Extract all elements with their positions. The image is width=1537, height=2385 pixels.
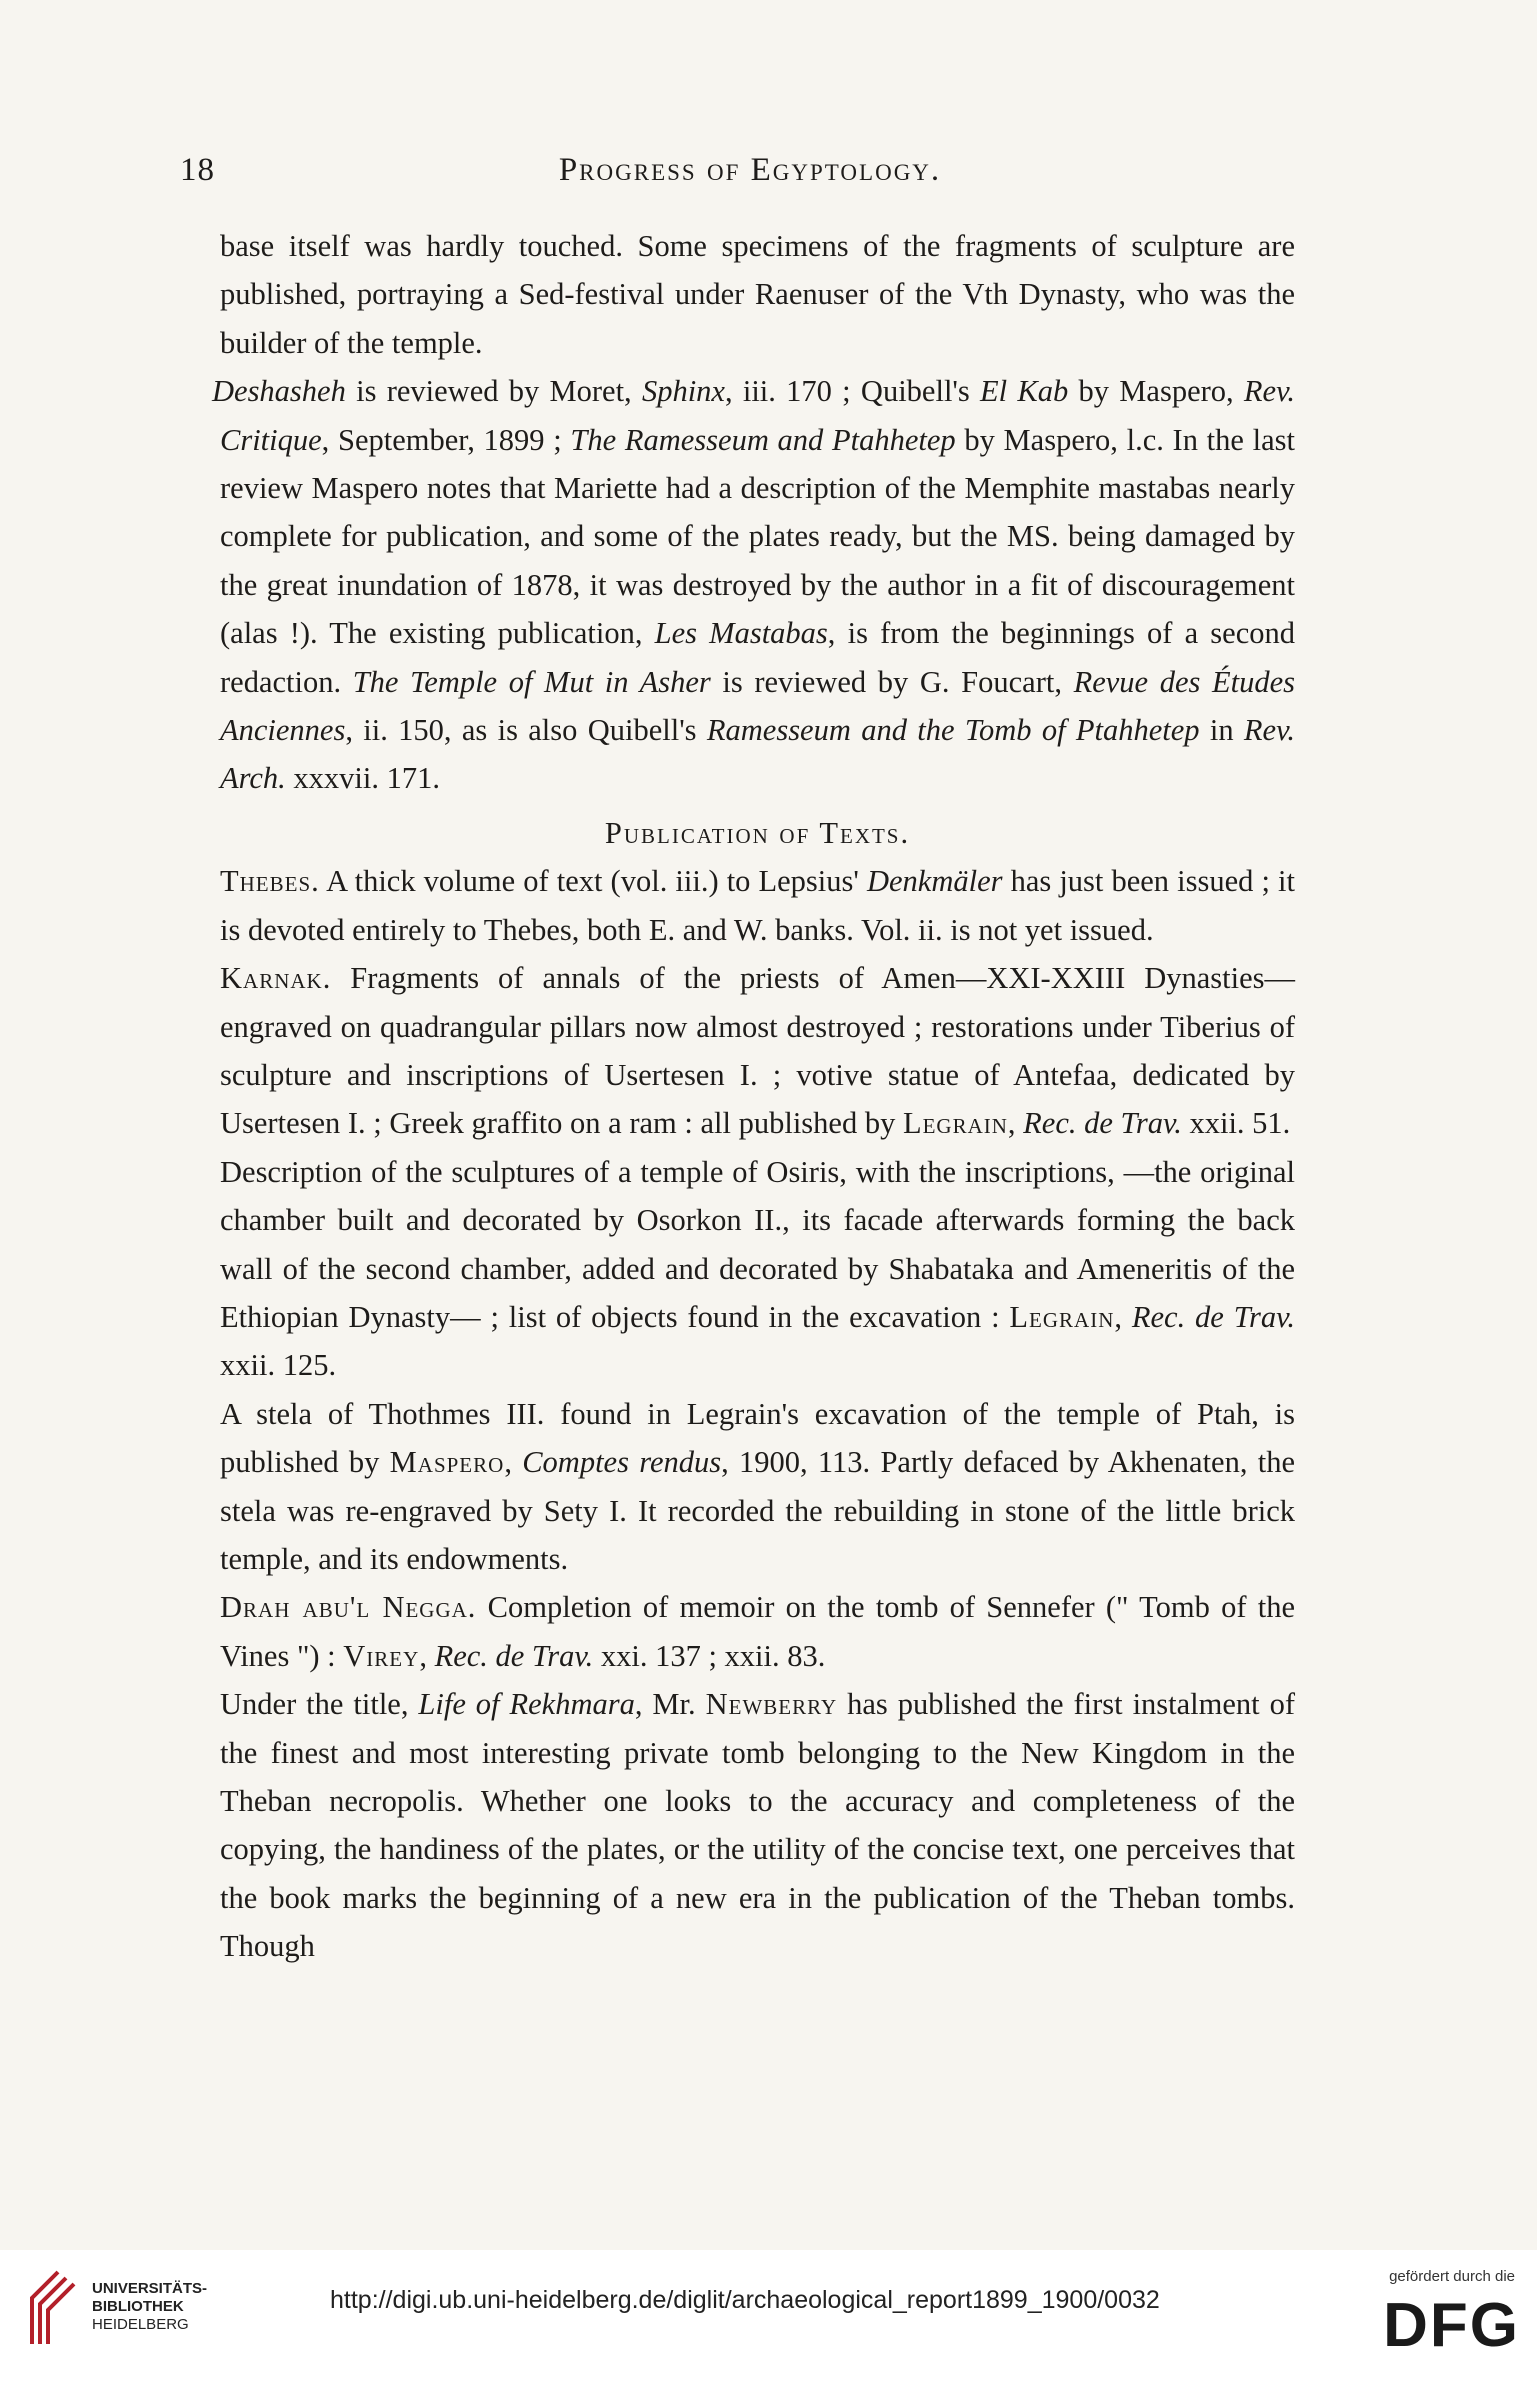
author-maspero: Maspero	[389, 1445, 505, 1480]
funded-by-label: gefördert durch die	[1389, 2268, 1515, 2285]
title-rev-critique: Rev. Critique	[220, 374, 1295, 457]
text-span: , is from the beginnings of a second redaction.	[220, 616, 1295, 699]
paragraph-rekhmara	[220, 1680, 1295, 1970]
section-heading: Publication of Texts.	[604, 815, 911, 850]
paragraph-drah-abul-negga	[220, 1583, 1295, 1680]
body-text	[212, 222, 1295, 1971]
text-span: has just been issued ; it is devoted entirely to Thebes, both E. and W. banks. Vol. ii. is not yet issued.	[220, 864, 1295, 947]
title-sphinx: Sphinx	[641, 374, 725, 409]
text-span: Fragments of annals of the priests of Amen—XXI-XXIII Dynasties—engraved on quadrangular pillars now almost destroyed ; restorations under Tiberius of sculpture and inscriptions of Usertesen I. ; votive statue of Antefaa, dedicated by Usertesen I. ; Greek graffito on a ram : all published by	[220, 961, 1295, 1141]
text-span: , September, 1899 ;	[321, 422, 571, 457]
page-number: 18	[180, 152, 215, 188]
text-span: , 1900, 113. Partly defaced by Akhenaten, the stela was re-engraved by Sety I. It recorded the rebuilding in stone of the little brick temple, and its endowments.	[220, 1445, 1295, 1576]
text-span: A thick volume of text (vol. iii.) to Lepsius'	[319, 864, 867, 899]
title-rec-de-trav: Rec. de Trav.	[1023, 1106, 1182, 1141]
text-span: has published the first instalment of the finest and most interesting private tomb belonging to the New Kingdom in the Theban necropolis. Whether one looks to the accuracy and completeness of the copying, the handiness of the plates, or the utility of the concise text, one perceives that the book marks the beginning of a new era in the publication of the Theban tombs. Though	[220, 1687, 1295, 1964]
title-les-mastabas: Les Mastabas	[654, 616, 828, 651]
text-span: Description of the sculptures of a temple of Osiris, with the inscriptions, —the original chamber built and decorated by Osorkon II., its facade afterwards forming the back wall of the second chamber, added and decorated by Shabataka and Ameneritis of the Ethiopian Dynasty— ; list of objects found in the excavation :	[220, 1154, 1295, 1334]
text-span: Completion of memoir on the tomb of Sennefer (" Tomb of the Vines ") :	[220, 1590, 1295, 1673]
viewer-footer	[0, 2250, 1537, 2385]
text-span: ,	[504, 1445, 523, 1480]
place-drah-abul-negga: Drah abu'l Negga.	[220, 1590, 477, 1625]
title-rev-arch: Rev. Arch.	[220, 713, 1295, 796]
running-title: Progress of Egyptology.	[558, 152, 942, 188]
text-span: Under the title,	[220, 1687, 419, 1722]
title-el-kab: El Kab	[980, 374, 1069, 409]
paragraph-karnak	[220, 954, 1295, 1148]
author-newberry: Newberry	[705, 1687, 838, 1722]
text-span: xxxvii. 171.	[285, 761, 440, 796]
title-deshasheh: Deshasheh	[212, 374, 346, 409]
library-name	[92, 2280, 207, 2334]
library-line-3: HEIDELBERG	[92, 2316, 189, 2333]
library-line-2: BIBLIOTHEK	[92, 2298, 184, 2315]
running-header	[180, 152, 1320, 196]
text-span: ,	[1007, 1106, 1024, 1141]
title-rec-de-trav: Rec. de Trav.	[1131, 1299, 1295, 1334]
text-span: xxi. 137 ; xxii. 83.	[593, 1638, 826, 1673]
heidelberg-library-logo-icon	[18, 2268, 78, 2348]
paragraph-stela	[220, 1390, 1295, 1584]
library-line-1: UNIVERSITÄTS-	[92, 2280, 208, 2297]
title-temple-of-mut: The Temple of Mut in Asher	[352, 664, 711, 699]
place-thebes: Thebes.	[220, 864, 320, 899]
paragraph-deshasheh	[212, 367, 1295, 803]
text-span: is reviewed by Moret,	[345, 374, 642, 409]
text-span: ,	[419, 1638, 435, 1673]
title-comptes-rendus: Comptes rendus	[522, 1445, 722, 1480]
title-ramesseum-ptahhetep: The Ramesseum and Ptahhetep	[570, 422, 956, 457]
permalink-url[interactable]: http://digi.ub.uni-heidelberg.de/diglit/archaeological_report1899_1900/0032	[330, 2286, 1160, 2314]
text-span: xxii. 125.	[220, 1348, 337, 1383]
paragraph-osiris	[220, 1148, 1295, 1390]
title-revue-etudes: Revue des Études Anciennes	[220, 664, 1295, 748]
title-rec-de-trav: Rec. de Trav.	[434, 1638, 594, 1673]
text-span: , Mr.	[634, 1687, 706, 1722]
title-denkmaeler: Denkmäler	[866, 864, 1003, 899]
author-legrain: Legrain	[902, 1106, 1008, 1141]
author-virey: Virey	[343, 1638, 420, 1673]
text-span: , ii. 150, as is also Quibell's	[345, 713, 707, 748]
text-span: A stela of Thothmes III. found in Legrain's excavation of the temple of Ptah, is published by	[220, 1396, 1295, 1480]
text-span: is reviewed by G. Foucart,	[710, 664, 1074, 699]
paragraph-base-itself: base itself was hardly touched. Some specimens of the fragments of sculpture are published, portraying a Sed-festival under Raenuser of the Vth Dynasty, who was the builder of the temple.	[220, 229, 1295, 360]
text-span: by Maspero,	[1068, 374, 1244, 409]
text-span: xxii. 51.	[1181, 1106, 1291, 1141]
title-ramesseum-tomb: Ramesseum and the Tomb of Ptahhetep	[706, 713, 1200, 748]
place-karnak: Karnak.	[220, 961, 332, 996]
author-legrain: Legrain	[1009, 1299, 1115, 1334]
dfg-logo: DFG	[1383, 2291, 1520, 2360]
paragraph-thebes	[220, 857, 1295, 954]
text-span: ,	[1114, 1299, 1132, 1334]
text-span: by Maspero, l.c. In the last review Maspero notes that Mariette had a description of the Memphite mastabas nearly complete for publication, and some of the plates ready, but the MS. being damaged by the great inundation of 1878, it was destroyed by the author in a fit of discouragement (alas !). The existing publication,	[220, 422, 1295, 651]
title-life-of-rekhmara: Life of Rekhmara	[418, 1687, 635, 1722]
text-span: , iii. 170 ; Quibell's	[724, 374, 981, 409]
text-span: in	[1199, 713, 1244, 748]
